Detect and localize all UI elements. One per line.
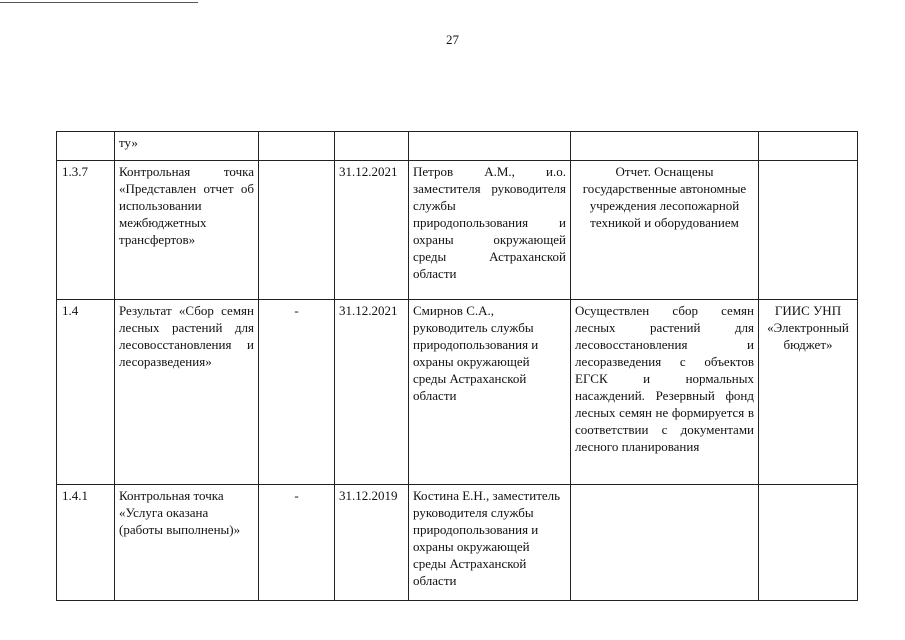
- table-row: [57, 300, 858, 485]
- cell-mark: [259, 161, 335, 300]
- cell-system: [759, 132, 858, 161]
- table-row: [57, 485, 858, 601]
- cell-responsible: [409, 132, 571, 161]
- cell-name: ту»: [115, 132, 259, 161]
- cell-date: [335, 132, 409, 161]
- page-number: 27: [446, 32, 459, 47]
- cell-num: 1.4.1: [57, 485, 115, 601]
- cell-name: Контрольная точка «Услуга оказана (работы выполнены)»: [115, 485, 259, 601]
- cell-name: Результат «Сбор семян лесных растений для лесовосстановления и лесоразведения»: [115, 300, 259, 485]
- cell-responsible: Костина Е.Н., заместитель руководителя службы природопользования и охраны окружающей среды Астраханской области: [409, 485, 571, 601]
- top-rule-line: [0, 2, 198, 3]
- cell-responsible: Петров А.М., и.о. заместителя руководителя службы природопользования и охраны окружающей среды Астраханской области: [409, 161, 571, 300]
- cell-num: [57, 132, 115, 161]
- cell-result: Осуществлен сбор семян лесных растений для лесовосстановления и лесоразведения с объектов ЕГСК и нормальных насаждений. Резервный фонд лесных семян не формируется в соответствии с документами лесного планирования: [571, 300, 759, 485]
- cell-mark: -: [259, 300, 335, 485]
- cell-result: Отчет. Оснащены государственные автономные учреждения лесопожарной техникой и оборудованием: [571, 161, 759, 300]
- cell-responsible: Смирнов С.А., руководитель службы природопользования и охраны окружающей среды Астраханской области: [409, 300, 571, 485]
- cell-system: ГИИС УНП «Электронный бюджет»: [759, 300, 858, 485]
- cell-date: 31.12.2021: [335, 300, 409, 485]
- cell-num: 1.4: [57, 300, 115, 485]
- cell-mark: [259, 132, 335, 161]
- cell-num: 1.3.7: [57, 161, 115, 300]
- table-row: [57, 161, 858, 300]
- cell-result: [571, 485, 759, 601]
- table-row-continuation: [57, 132, 858, 161]
- cell-date: 31.12.2021: [335, 161, 409, 300]
- cell-result: [571, 132, 759, 161]
- cell-mark: -: [259, 485, 335, 601]
- cell-system: [759, 485, 858, 601]
- cell-system: [759, 161, 858, 300]
- plan-table: [56, 131, 858, 601]
- cell-date: 31.12.2019: [335, 485, 409, 601]
- cell-name: Контрольная точка «Представлен отчет об использовании межбюджетных трансфертов»: [115, 161, 259, 300]
